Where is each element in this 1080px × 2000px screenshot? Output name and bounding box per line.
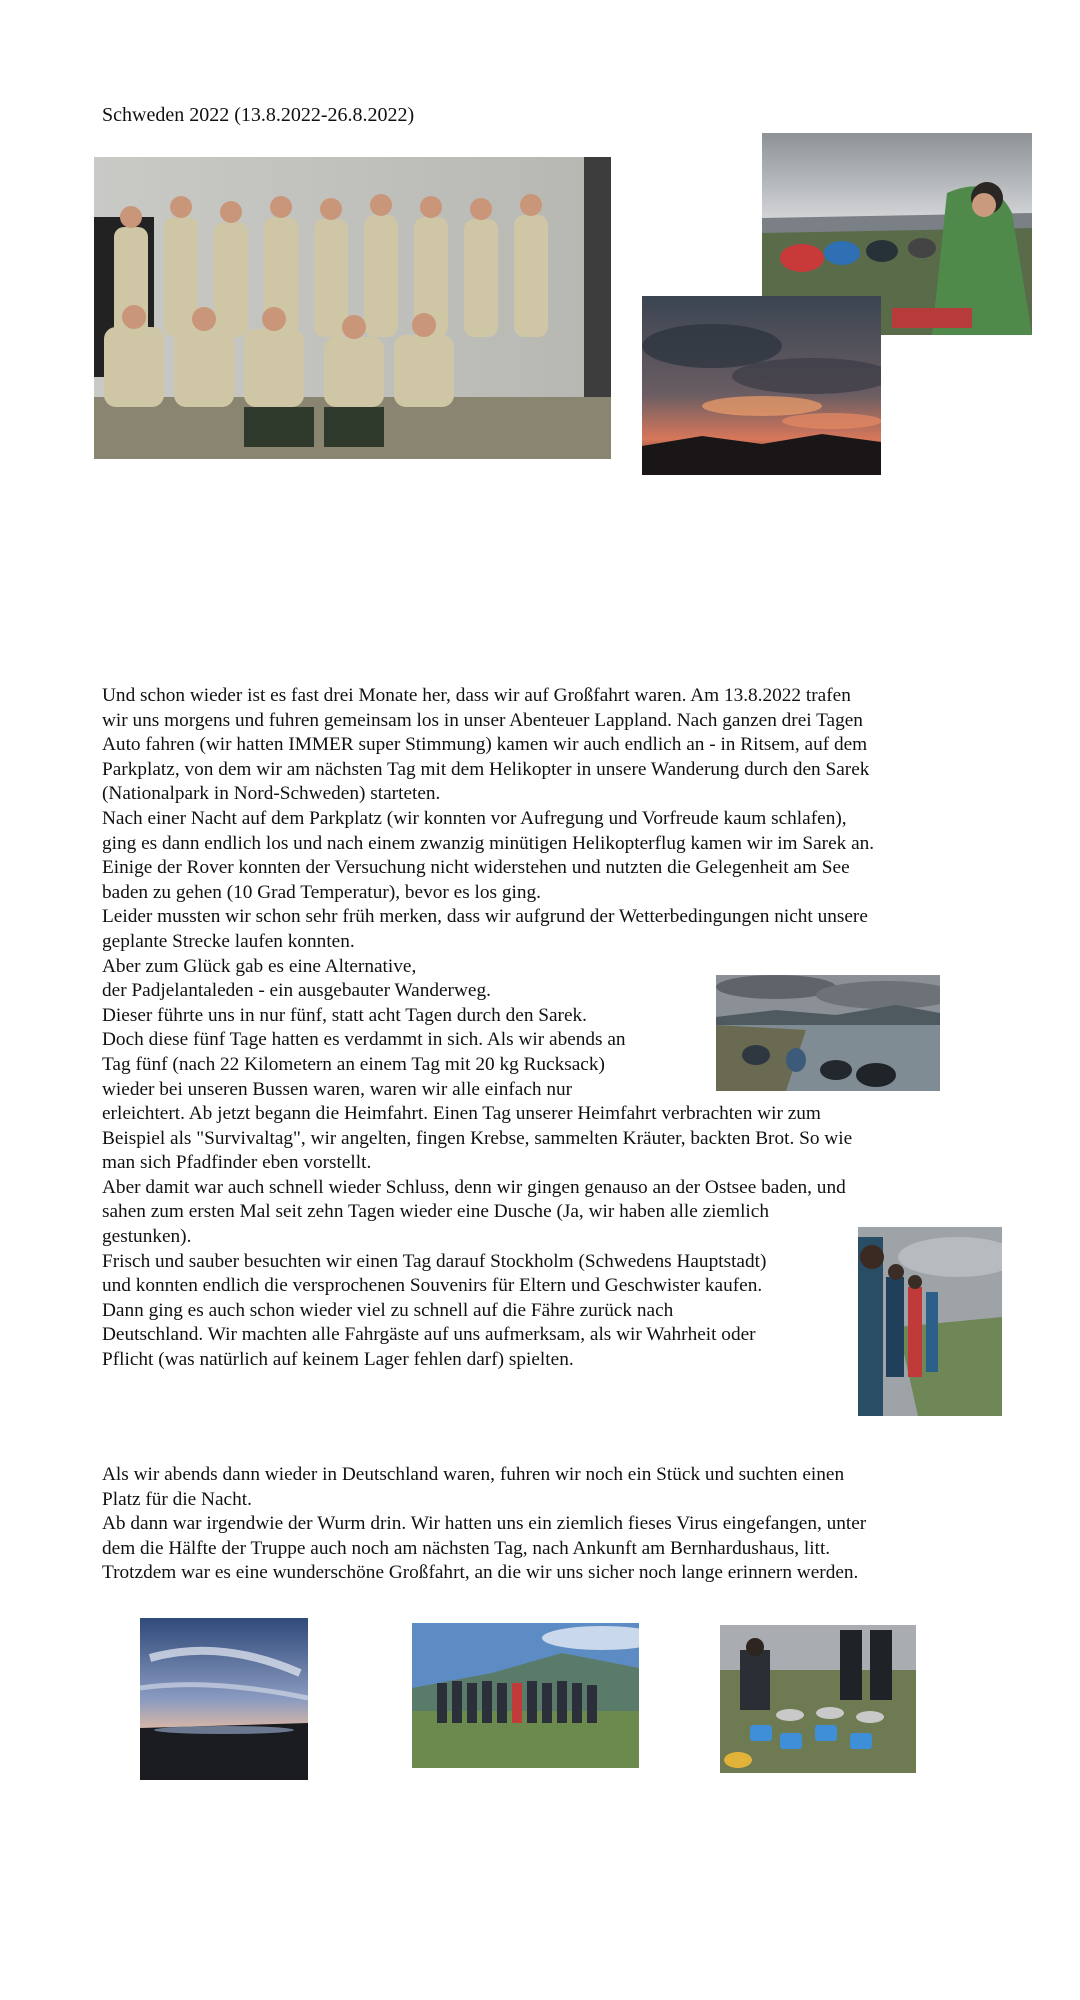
text-line: (Nationalpark in Nord-Schweden) starteten. — [102, 783, 441, 805]
text-line: Trotzdem war es eine wunderschöne Großfahrt, an die wir uns sicher noch lange erinnern werden. — [102, 1562, 859, 1584]
text-line: Auto fahren (wir hatten IMMER super Stimmung) kamen wir auch endlich an - in Ritsem, auf dem — [102, 734, 868, 756]
text-line: Platz für die Nacht. — [102, 1488, 252, 1510]
text-line: ging es dann endlich los und nach einem zwanzig minütigen Helikopterflug kamen wir im Sarek an. — [102, 832, 875, 854]
text-line: Als wir abends dann wieder in Deutschland waren, fuhren wir noch ein Stück und suchten einen — [102, 1464, 845, 1485]
text-line: man sich Pfadfinder eben vorstellt. — [102, 1152, 372, 1174]
text-line: Dann ging es auch schon wieder viel zu schnell auf die Fähre zurück nach — [102, 1299, 674, 1321]
text-line: und konnten endlich die versprochenen Souvenirs für Eltern und Geschwister kaufen. — [102, 1275, 763, 1297]
photo-group-mountain — [412, 1623, 639, 1768]
photo-lakeshore-camp — [716, 975, 940, 1091]
photo-sunset-clouds — [642, 296, 881, 475]
text-line: Und schon wieder ist es fast drei Monate her, dass wir auf Großfahrt waren. Am 13.8.2022 trafen — [102, 685, 851, 706]
text-line: erleichtert. Ab jetzt begann die Heimfahrt. Einen Tag unserer Heimfahrt verbrachten wir zum — [102, 1103, 821, 1125]
text-line: wir uns morgens und fuhren gemeinsam los in unser Abenteuer Lappland. Nach ganzen drei Tagen — [102, 709, 863, 731]
text-line: Einige der Rover konnten der Versuchung nicht widerstehen und nutzten die Gelegenheit am See — [102, 857, 850, 879]
text-line: wieder bei unseren Bussen waren, waren wir alle einfach nur — [102, 1078, 573, 1100]
photo-camp-cooking — [720, 1625, 916, 1773]
text-line: baden zu gehen (10 Grad Temperatur), bevor es los ging. — [102, 881, 541, 903]
text-line: Deutschland. Wir machten alle Fahrgäste auf uns aufmerksam, als wir Wahrheit oder — [102, 1324, 756, 1346]
article-text-end — [102, 1463, 866, 1586]
text-line: Ab dann war irgendwie der Wurm drin. Wir hatten uns ein ziemlich fieses Virus eingefangen, unter — [102, 1513, 867, 1535]
text-line: Parkplatz, von dem wir am nächsten Tag mit dem Helikopter in unsere Wanderung durch den Sarek — [102, 758, 870, 780]
text-line: Beispiel als "Survivaltag", wir angelten, fingen Krebse, sammelten Kräuter, backten Brot. So wie — [102, 1127, 853, 1149]
group-photo-scouts — [94, 157, 611, 459]
text-line: Nach einer Nacht auf dem Parkplatz (wir konnten vor Aufregung und Vorfreude kaum schlafen), — [102, 807, 847, 829]
text-line: Frisch und sauber besuchten wir einen Tag darauf Stockholm (Schwedens Hauptstadt) — [102, 1250, 767, 1272]
text-line: Leider mussten wir schon sehr früh merken, dass wir aufgrund der Wetterbedingungen nicht unsere — [102, 906, 868, 928]
text-line: Pflicht (was natürlich auf keinem Lager fehlen darf) spielten. — [102, 1349, 574, 1371]
text-line: Aber damit war auch schnell wieder Schluss, denn wir gingen genauso an der Ostsee baden, und — [102, 1176, 846, 1198]
photo-evening-lake — [140, 1618, 308, 1780]
text-line: Tag fünf (nach 22 Kilometern an einem Tag mit 20 kg Rucksack) — [102, 1053, 605, 1075]
text-line: der Padjelantaleden - ein ausgebauter Wanderweg. — [102, 980, 491, 1002]
text-line: gestunken). — [102, 1226, 192, 1248]
page-title: Schweden 2022 (13.8.2022-26.8.2022) — [102, 104, 415, 126]
text-line: sahen zum ersten Mal seit zehn Tagen wieder eine Dusche (Ja, wir haben alle ziemlich — [102, 1201, 769, 1223]
photo-hiking-trail — [858, 1227, 1002, 1416]
text-line: Aber zum Glück gab es eine Alternative, — [102, 955, 417, 977]
text-line: dem die Hälfte der Truppe auch noch am nächsten Tag, nach Ankunft am Bernhardushaus, litt. — [102, 1537, 831, 1559]
text-line: geplante Strecke laufen konnten. — [102, 930, 355, 952]
text-line: Dieser führte uns in nur fünf, statt acht Tagen durch den Sarek. — [102, 1004, 587, 1026]
text-line: Doch diese fünf Tage hatten es verdammt in sich. Als wir abends an — [102, 1029, 626, 1051]
